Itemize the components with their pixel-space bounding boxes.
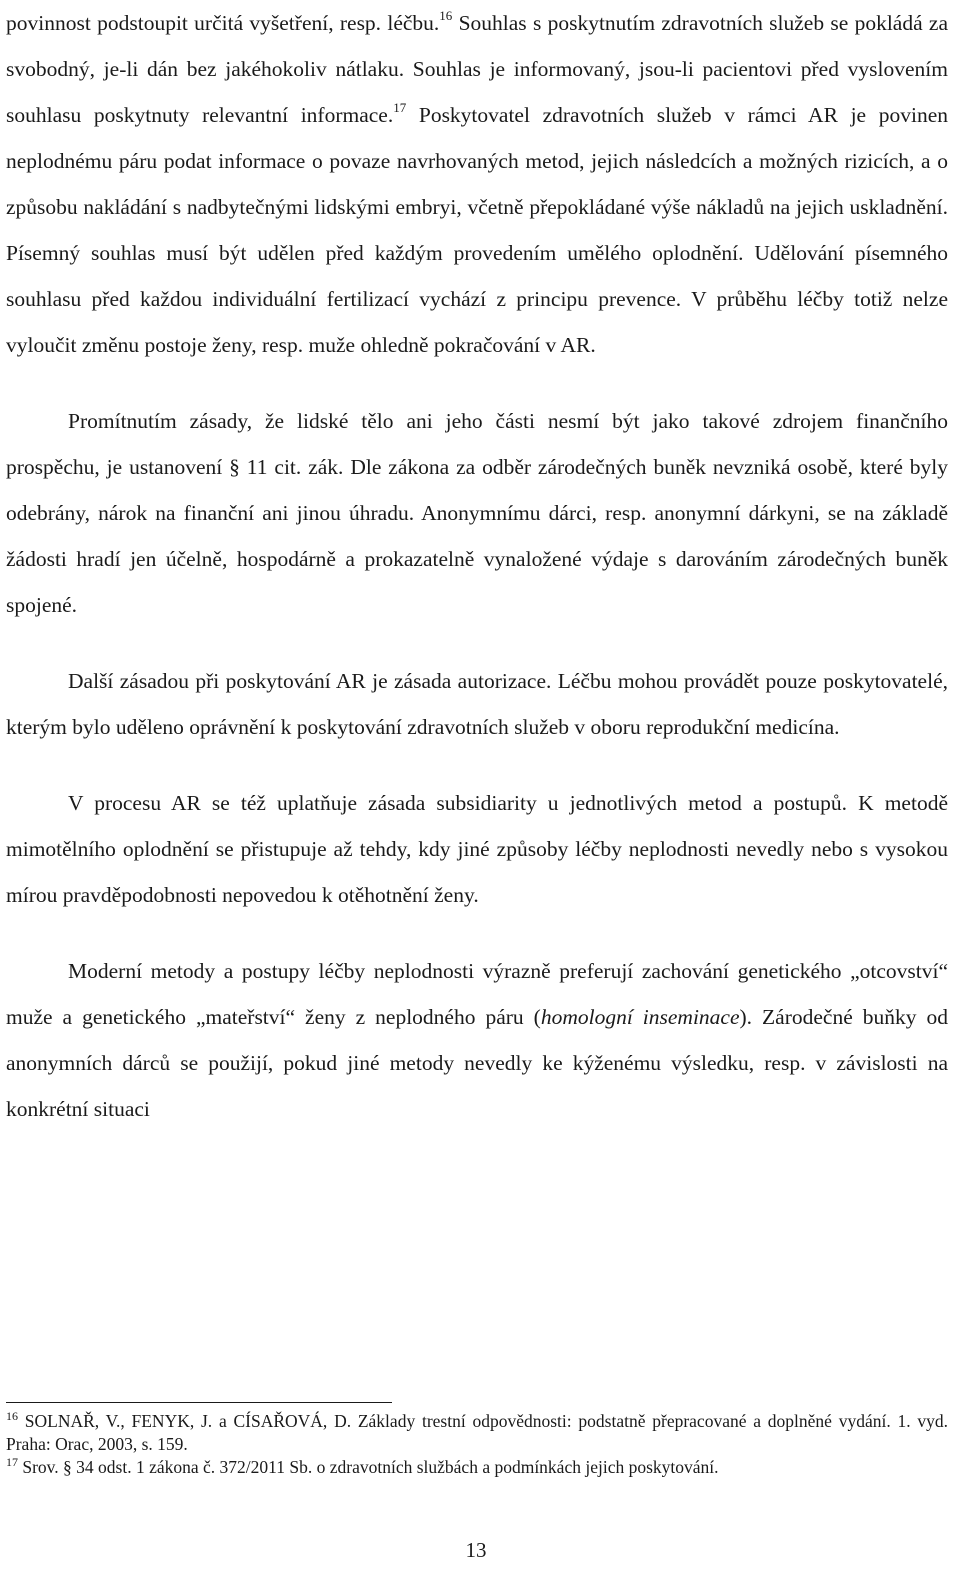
paragraph-text: Promítnutím zásady, že lidské tělo ani jeho části nesmí být jako takové zdrojem finančního prospěchu, je ustanovení § 11 cit. zák. Dle zákona za odběr zárodečných buněk nevzniká osobě, které byly odebrány, nárok na finanční ani jinou úhradu. Anonymnímu dárci, resp. anonymní dárkyni, se na základě žádosti hradí jen účelně, hospodárně a prokazatelně vynaložené výdaje s darováním zárodečných buněk spojené. — [6, 409, 948, 617]
footnote-reference: 16 — [439, 7, 453, 23]
paragraph — [6, 658, 948, 750]
paragraph — [6, 0, 948, 368]
paragraph-text: Moderní metody a postupy léčby neplodnosti výrazně preferují zachování genetického „otcovství“ muže a genetického „mateřství“ ženy z neplodného páru ( — [6, 959, 948, 1029]
paragraph-text: Souhlas s poskytnutím zdravotních služeb se pokládá za svobodný, je-li dán bez jakéhokoliv nátlaku. Souhlas je informovaný, jsou-li pacientovi před vyslovením souhlasu poskytnuty relevantní informace. — [6, 11, 948, 127]
footnote-reference: 17 — [393, 99, 407, 115]
paragraph-text: V procesu AR se též uplatňuje zásada subsidiarity u jednotlivých metod a postupů. K metodě mimotělního oplodnění se přistupuje až tehdy, kdy jiné způsoby léčby neplodnosti nevedly nebo s vysokou mírou pravděpodobnosti nepovedou k otěhotnění ženy. — [6, 791, 948, 907]
footnote-text: SOLNAŘ, V., FENYK, J. a CÍSAŘOVÁ, D. Základy trestní odpovědnosti: podstatně přepracované a doplněné vydání. 1. vyd. Praha: Orac, 2003, s. 159. — [6, 1411, 948, 1454]
footnotes — [6, 1410, 948, 1479]
paragraph-text: Další zásadou při poskytování AR je zásada autorizace. Léčbu mohou provádět pouze poskytovatelé, kterým bylo uděleno oprávnění k poskytování zdravotních služeb v oboru reprodukční medicína. — [6, 669, 948, 739]
paragraph — [6, 398, 948, 628]
page-number: 13 — [465, 1538, 487, 1562]
paragraph-text: ). Zárodečné buňky od anonymních dárců se použijí, pokud jiné metody nevedly ke kýženému výsledku, resp. v závislosti na konkrétní situaci — [6, 1005, 948, 1121]
body-text — [6, 0, 948, 1132]
footnote-number: 16 — [6, 1409, 18, 1424]
footnote-text: Srov. § 34 odst. 1 zákona č. 372/2011 Sb. o zdravotních službách a podmínkách jejich poskytování. — [18, 1457, 719, 1477]
footnote — [6, 1410, 948, 1456]
footnote-separator — [6, 1402, 392, 1403]
paragraph — [6, 948, 948, 1132]
italic-text: homologní inseminace — [540, 1005, 740, 1029]
paragraph-text: Poskytovatel zdravotních služeb v rámci AR je povinen neplodnému páru podat informace o povaze navrhovaných metod, jejich následcích a možných rizicích, a o způsobu nakládání s nadbytečnými lidskými embryi, včetně přepokládané výše nákladů na jejich uskladnění. Písemný souhlas musí být udělen před každým provedením umělého oplodnění. Udělování písemného souhlasu před každou individuální fertilizací vychází z principu prevence. V průběhu léčby totiž nelze vyloučit změnu postoje ženy, resp. muže ohledně pokračování v AR. — [6, 103, 948, 357]
footnote-number: 17 — [6, 1455, 18, 1470]
footnote — [6, 1456, 948, 1479]
paragraph — [6, 780, 948, 918]
paragraph-text: povinnost podstoupit určitá vyšetření, resp. léčbu. — [6, 11, 440, 35]
